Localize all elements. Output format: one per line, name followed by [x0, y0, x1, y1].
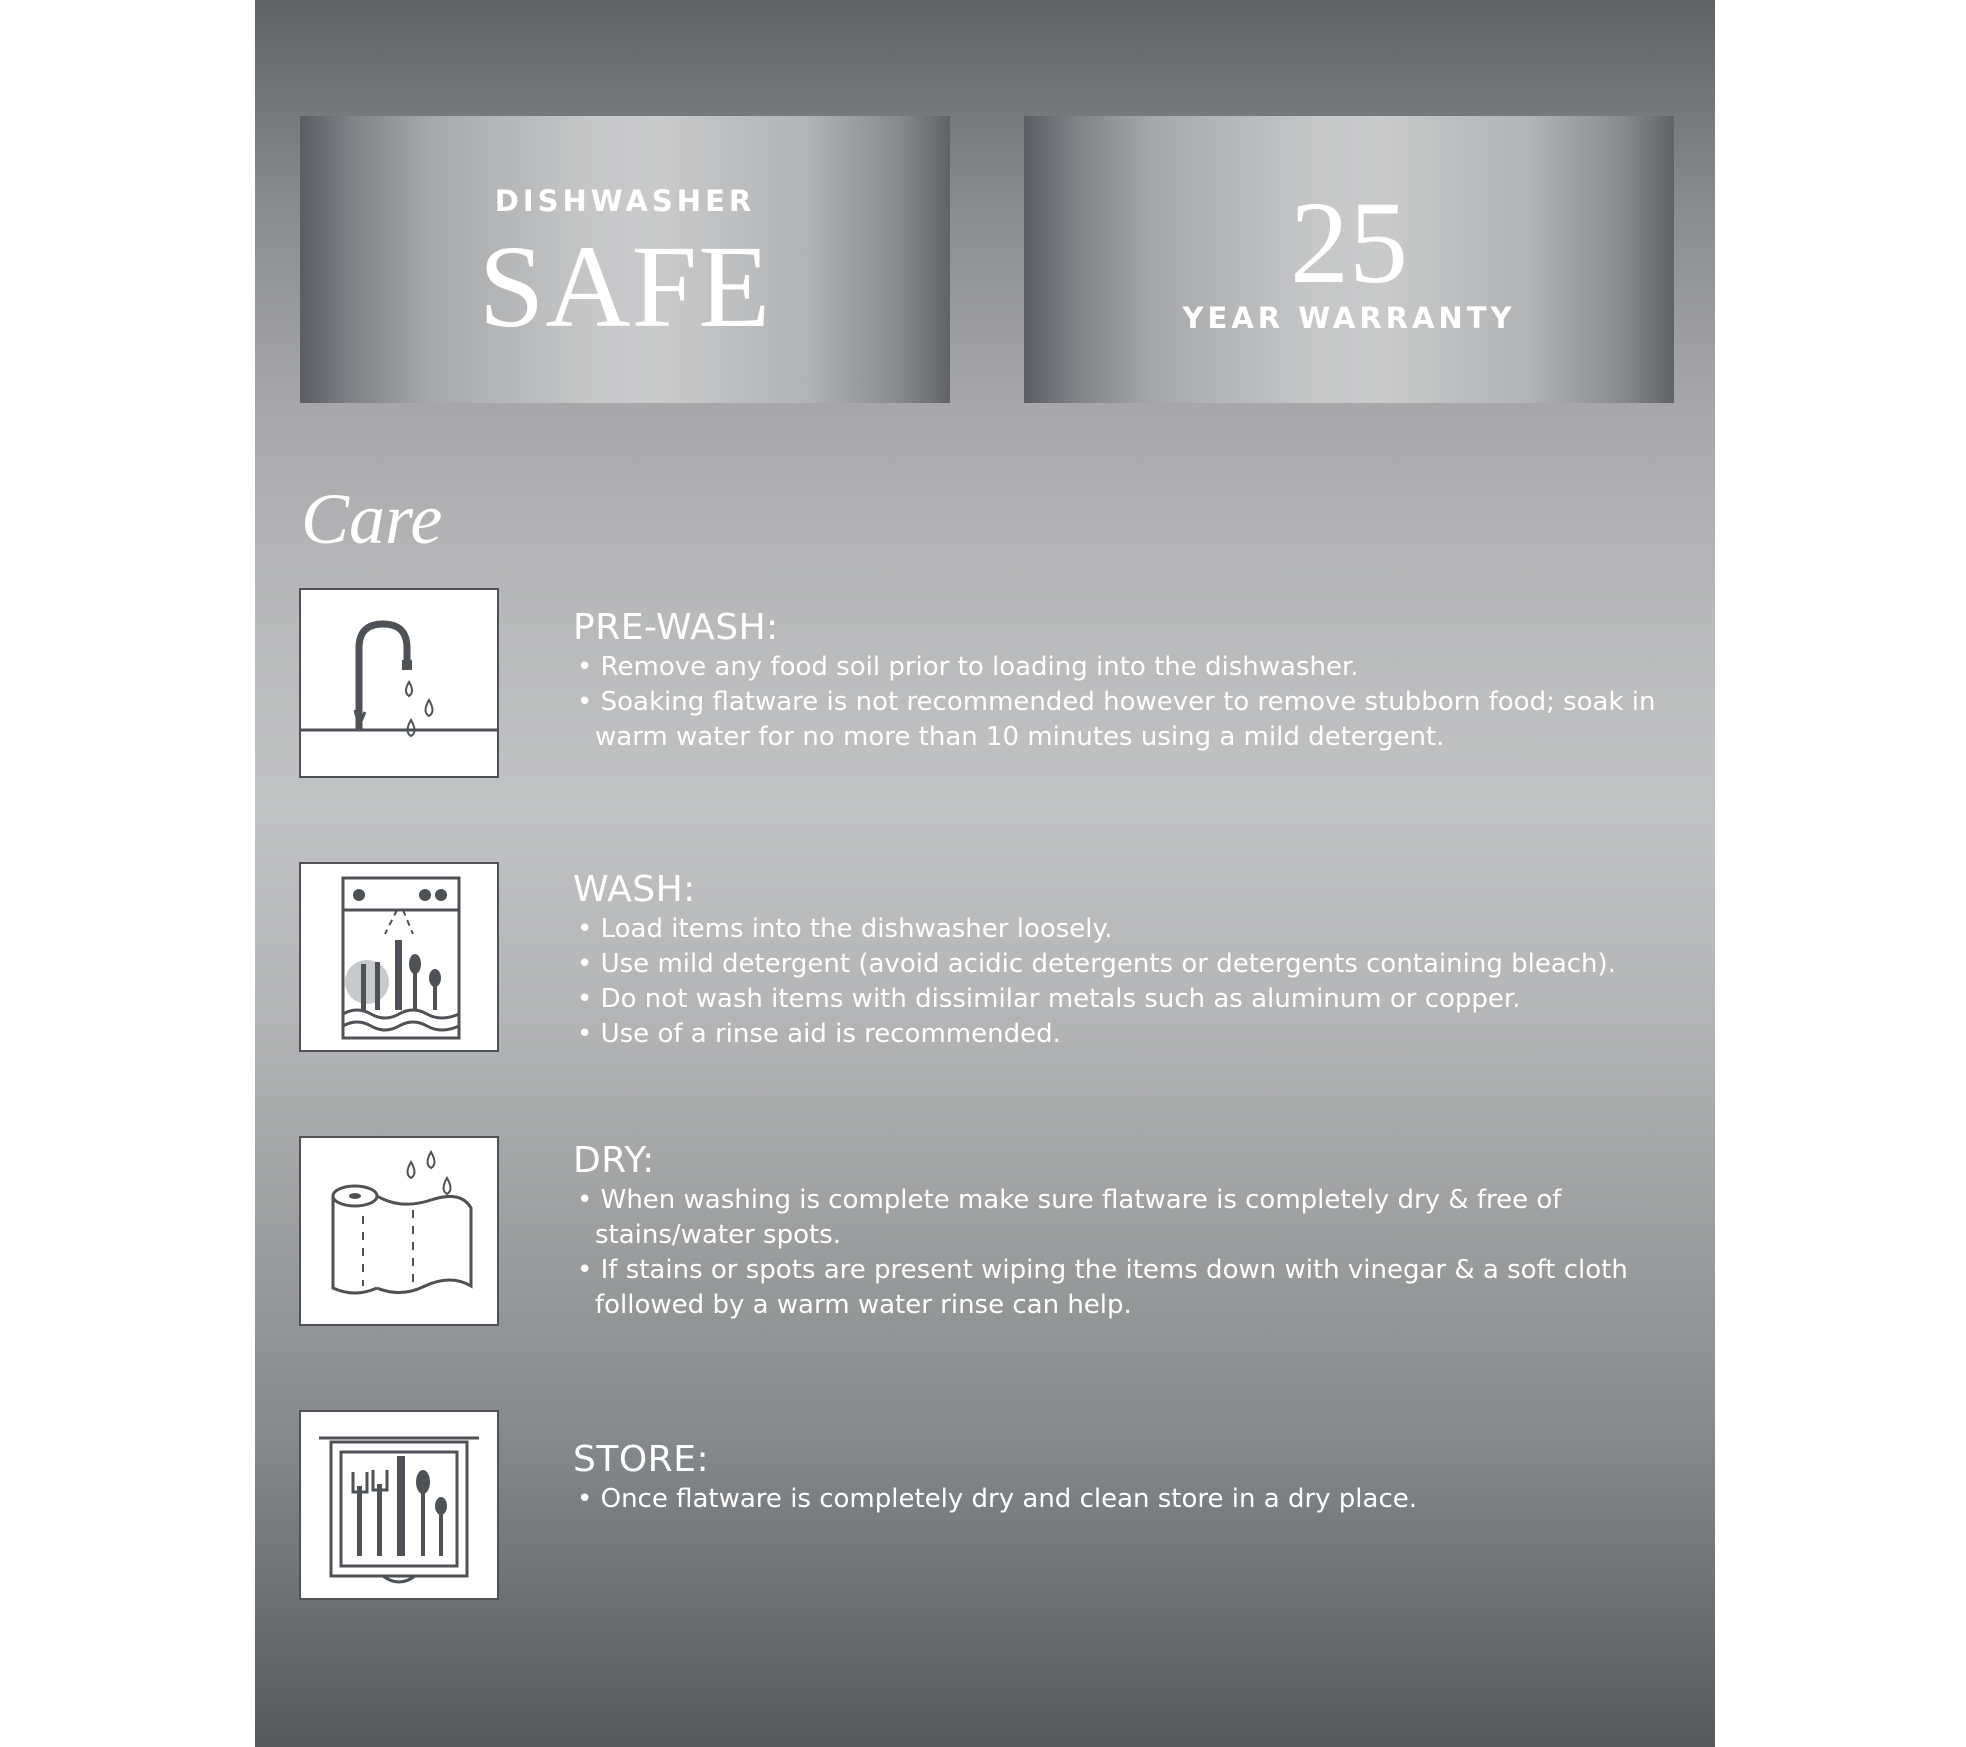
prewash-bullet: • Soaking flatware is not recommended however to remove stubborn food; soak in warm water for no more than 10 minutes using a mild detergent. — [573, 685, 1693, 755]
store-bullet: • Once flatware is completely dry and clean store in a dry place. — [573, 1482, 1693, 1517]
store-section — [573, 1438, 1693, 1517]
care-heading: Care — [301, 479, 443, 559]
wash-section — [573, 868, 1693, 1052]
warranty-label: YEAR WARRANTY — [1182, 301, 1516, 335]
care-card — [255, 0, 1715, 1747]
dishwasher-icon — [299, 862, 499, 1052]
store-title: STORE: — [573, 1439, 710, 1480]
warranty-badge — [1024, 116, 1674, 403]
wash-bullet: • Do not wash items with dissimilar metals such as aluminum or copper. — [573, 982, 1693, 1017]
warranty-years: 25 — [1290, 177, 1408, 308]
prewash-section — [573, 606, 1693, 755]
dry-bullet: • When washing is complete make sure flatware is completely dry & free of stains/water spots. — [573, 1183, 1693, 1253]
dry-bullet: • If stains or spots are present wiping the items down with vinegar & a soft cloth followed by a warm water rinse can help. — [573, 1253, 1693, 1323]
dry-section — [573, 1139, 1693, 1323]
wash-bullet: • Use of a rinse aid is recommended. — [573, 1017, 1693, 1052]
wash-bullet: • Load items into the dishwasher loosely. — [573, 912, 1693, 947]
wash-title: WASH: — [573, 869, 696, 910]
safe-label: SAFE — [478, 221, 772, 352]
dry-title: DRY: — [573, 1140, 655, 1181]
prewash-title: PRE-WASH: — [573, 607, 779, 648]
drawer-icon — [299, 1410, 499, 1600]
prewash-bullet: • Remove any food soil prior to loading into the dishwasher. — [573, 650, 1693, 685]
wash-bullet: • Use mild detergent (avoid acidic detergents or detergents containing bleach). — [573, 947, 1693, 982]
paper-towel-icon — [299, 1136, 499, 1326]
dishwasher-safe-badge — [300, 116, 950, 403]
dishwasher-label: DISHWASHER — [494, 184, 756, 218]
faucet-icon — [299, 588, 499, 778]
